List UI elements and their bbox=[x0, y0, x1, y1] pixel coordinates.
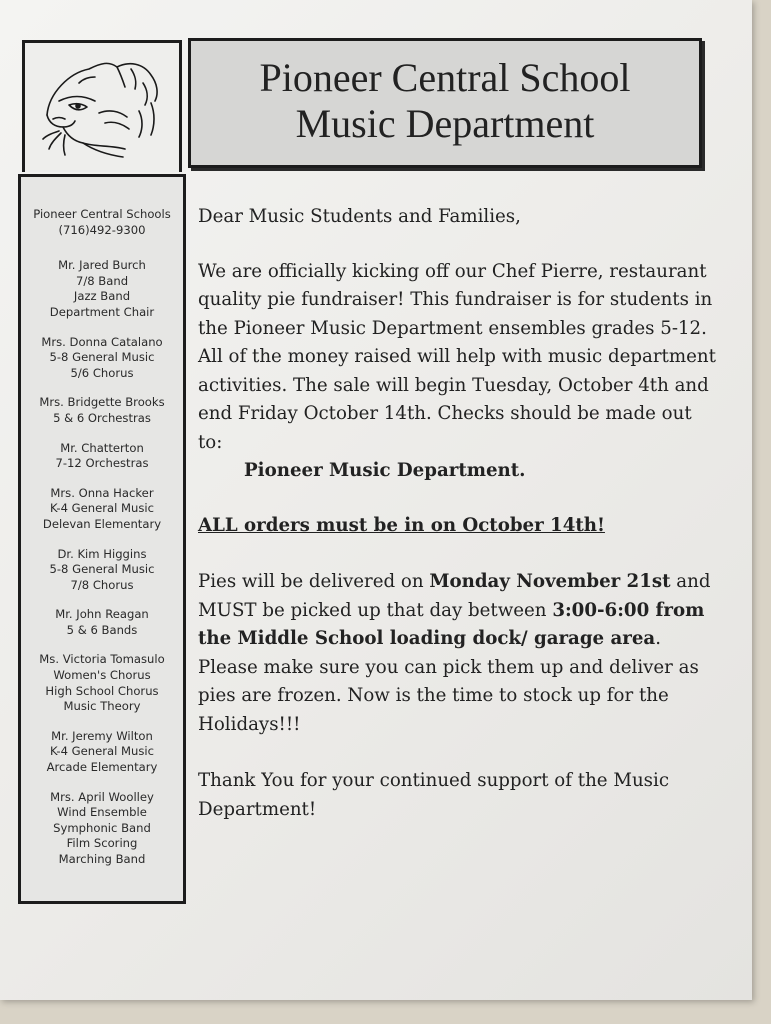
staff-role: Department Chair bbox=[49, 304, 155, 319]
staff-entry bbox=[21, 441, 183, 472]
staff-role: Arcade Elementary bbox=[46, 760, 158, 775]
staff-entry bbox=[21, 547, 183, 594]
staff-role: Women's Chorus bbox=[53, 668, 151, 683]
letter-intro bbox=[198, 258, 718, 486]
staff-name: Mr. John Reagan bbox=[55, 607, 149, 622]
staff-role: Music Theory bbox=[63, 699, 141, 714]
payee-name: Pioneer Music Department. bbox=[244, 460, 526, 481]
staff-entry bbox=[21, 607, 183, 638]
intro-text: We are officially kicking off our Chef Pierre, restaurant quality pie fundraiser! This fundraiser is for students in the Pioneer Music Department ensembles grades 5-12. All of the money raised will help with music department activities. The sale will begin Tuesday, October 4th and end Friday October 14th. Checks should be made out to: bbox=[198, 260, 716, 453]
staff-role: 7/8 Band bbox=[75, 273, 129, 288]
staff-entry bbox=[21, 335, 183, 382]
staff-entry bbox=[21, 729, 183, 776]
staff-entry bbox=[21, 395, 183, 426]
page-subtitle: Music Department bbox=[295, 101, 595, 146]
staff-list bbox=[21, 258, 183, 867]
delivery-mid: and MUST be picked up that day between bbox=[198, 571, 711, 621]
staff-entry bbox=[21, 486, 183, 533]
staff-name: Mrs. Donna Catalano bbox=[41, 334, 163, 349]
school-contact bbox=[21, 207, 183, 238]
staff-name: Mr. Chatterton bbox=[60, 440, 144, 455]
school-phone: (716)492-9300 bbox=[58, 222, 146, 237]
staff-name: Dr. Kim Higgins bbox=[57, 546, 147, 561]
staff-role: K-4 General Music bbox=[50, 744, 154, 759]
staff-name: Mrs. Bridgette Brooks bbox=[39, 395, 165, 410]
staff-name: Mr. Jeremy Wilton bbox=[51, 728, 153, 743]
staff-role: High School Chorus bbox=[45, 683, 159, 698]
staff-role: 5 & 6 Orchestras bbox=[53, 410, 151, 425]
staff-name: Mr. Jared Burch bbox=[58, 258, 146, 273]
staff-role: 5/6 Chorus bbox=[70, 365, 134, 380]
staff-role: 5-8 General Music bbox=[49, 562, 155, 577]
delivery-time-place: 3:00-6:00 from the Middle School loading dock/ garage area bbox=[198, 599, 705, 649]
order-deadline: ALL orders must be in on October 14th! bbox=[198, 514, 605, 536]
panther-head-icon bbox=[39, 53, 169, 163]
staff-role: K-4 General Music bbox=[50, 501, 154, 516]
staff-role: Marching Band bbox=[58, 852, 146, 866]
staff-role: Symphonic Band bbox=[53, 820, 151, 835]
staff-role: Film Scoring bbox=[66, 836, 138, 851]
staff-role: 5 & 6 Bands bbox=[66, 622, 138, 637]
staff-name: Ms. Victoria Tomasulo bbox=[39, 652, 165, 667]
staff-role: 7-12 Orchestras bbox=[55, 456, 149, 471]
school-name: Pioneer Central Schools bbox=[33, 207, 171, 221]
staff-role: Wind Ensemble bbox=[57, 805, 147, 820]
delivery-date: Monday November 21st bbox=[429, 571, 671, 592]
logo-box bbox=[22, 40, 182, 172]
staff-name: Mrs. April Woolley bbox=[50, 789, 154, 804]
staff-sidebar bbox=[18, 174, 186, 904]
staff-entry bbox=[21, 790, 183, 868]
letter-body bbox=[198, 203, 718, 824]
delivery-info bbox=[198, 568, 718, 739]
delivery-pre: Pies will be delivered on bbox=[198, 571, 430, 592]
staff-role: 5-8 General Music bbox=[49, 350, 155, 365]
staff-role: Jazz Band bbox=[73, 289, 131, 304]
staff-name: Mrs. Onna Hacker bbox=[50, 485, 154, 500]
staff-entry bbox=[21, 652, 183, 714]
letter-greeting: Dear Music Students and Families, bbox=[198, 206, 521, 227]
page-title: Pioneer Central School bbox=[259, 55, 631, 100]
staff-entry bbox=[21, 258, 183, 320]
letter-closing: Thank You for your continued support of the Music Department! bbox=[198, 770, 670, 820]
staff-role: 7/8 Chorus bbox=[70, 577, 134, 592]
staff-role: Delevan Elementary bbox=[42, 516, 162, 531]
header-title-box bbox=[188, 38, 702, 168]
delivery-post: . Please make sure you can pick them up and deliver as pies are frozen. Now is the time to stock up for the Holidays!!! bbox=[198, 628, 699, 735]
